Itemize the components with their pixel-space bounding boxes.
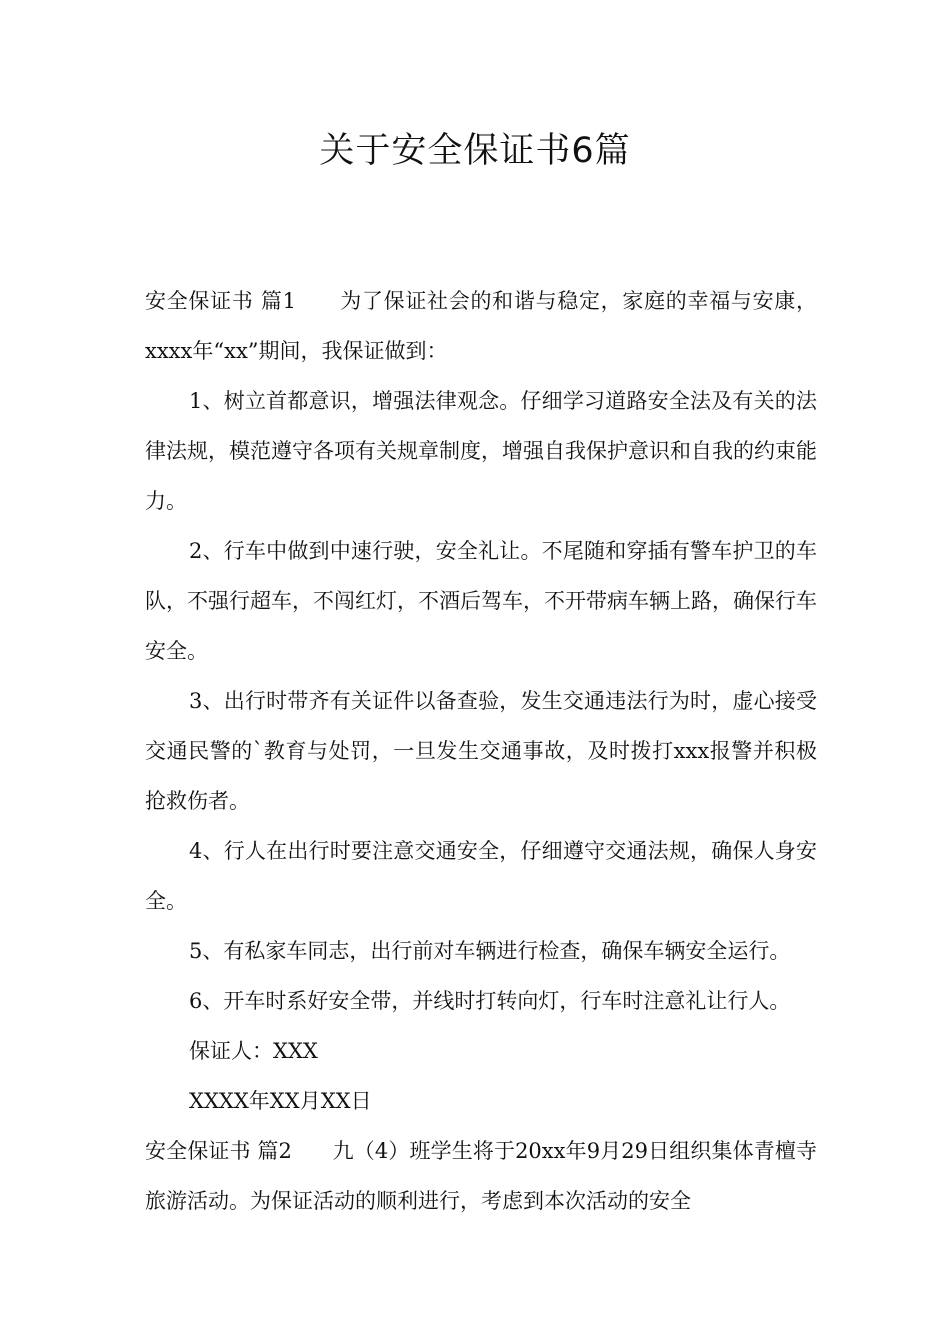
section-1-item-3: 3、出行时带齐有关证件以备查验，发生交通违法行为时，虚心接受交通民警的`教育与处罚，一旦发生交通事故，及时拨打xxx报警并积极抢救伤者。 <box>145 689 817 813</box>
section-2-heading: 安全保证书 篇2 <box>145 1139 292 1163</box>
section-1-item-2: 2、行车中做到中速行驶，安全礼让。不尾随和穿插有警车护卫的车队，不强行超车，不闯红灯，不酒后驾车，不开带病车辆上路，确保行车安全。 <box>145 539 817 663</box>
section-2-intro-paragraph <box>145 1126 817 1226</box>
section-1-date: XXXX年XX月XX日 <box>189 1089 372 1113</box>
section-1-item-1: 1、树立首都意识，增强法律观念。仔细学习道路安全法及有关的法律法规，模范遵守各项有关规章制度，增强自我保护意识和自我的约束能力。 <box>145 389 817 513</box>
section-1-signer: 保证人：XXX <box>189 1039 318 1063</box>
document-title: 关于安全保证书6篇 <box>319 131 631 171</box>
section-2-intro: 九（4）班学生将于20xx年9月29日组织集体青檀寺旅游活动。为保证活动的顺利进行，考虑到本次活动的安全 <box>145 1139 817 1213</box>
section-1-heading: 安全保证书 篇1 <box>145 289 296 313</box>
section-1-intro-paragraph <box>145 276 817 376</box>
section-1-item-6: 6、开车时系好安全带，并线时打转向灯，行车时注意礼让行人。 <box>189 989 791 1013</box>
section-1-item-4: 4、行人在出行时要注意交通安全，仔细遵守交通法规，确保人身安全。 <box>145 839 817 913</box>
section-1-intro: 为了保证社会的和谐与稳定，家庭的幸福与安康，xxxx年“xx”期间，我保证做到： <box>145 289 818 363</box>
document-body <box>145 276 817 1226</box>
section-1-item-5: 5、有私家车同志，出行前对车辆进行检查，确保车辆安全运行。 <box>189 939 791 963</box>
